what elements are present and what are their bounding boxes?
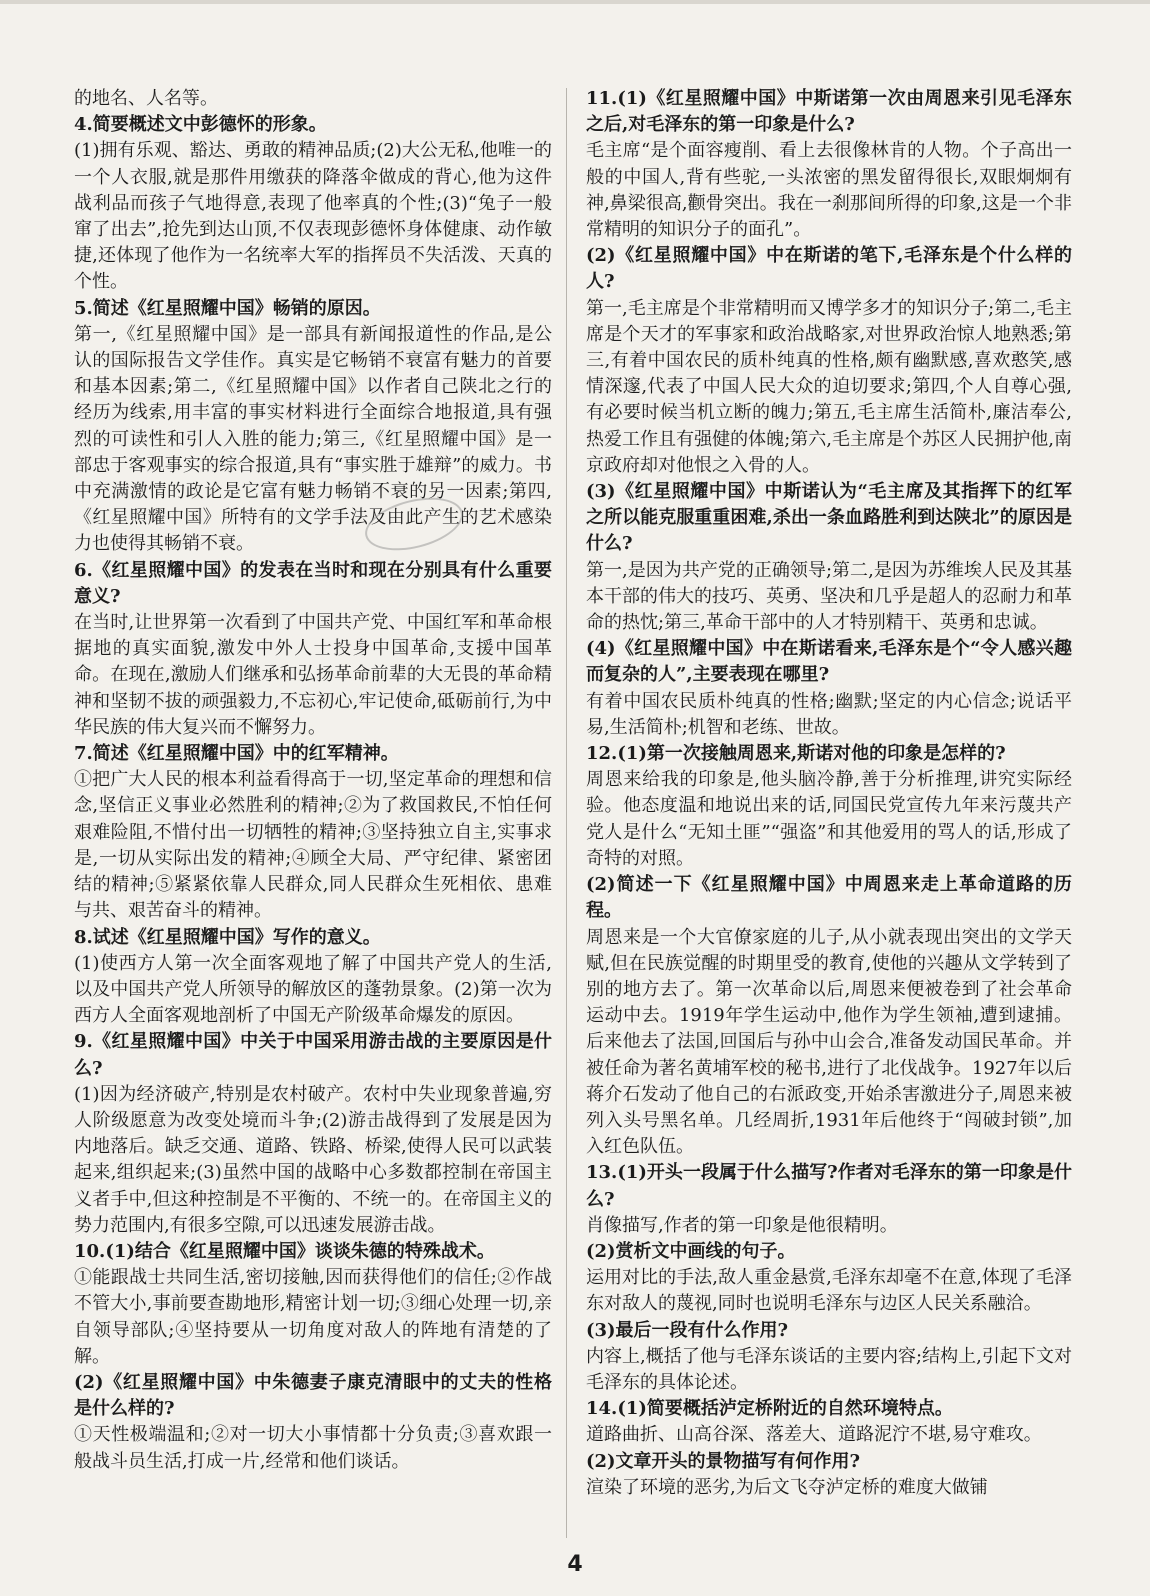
answer-text: (1)拥有乐观、豁达、勇敢的精神品质;(2)大公无私,他唯一的一个人衣服,就是那件用缴获的降落伞做成的背心,他为这件战利品而孩子气地得意,表现了他率真的个性;(3)“兔子一般窜了出去”,抢先到达山顶,不仅表现彭德怀身体健康、动作敏捷,还体现了他作为一名统率大军的指挥员不失活泼、天真的个性。 (74, 140, 552, 293)
question-text: 7.简述《红星照耀中国》中的红军精神。 (74, 743, 399, 765)
question-text: (2)《红星照耀中国》中在斯诺的笔下,毛泽东是个什么样的人? (586, 245, 1072, 293)
question-text: (3)《红星照耀中国》中斯诺认为“毛主席及其指挥下的红军之所以能克服重重困难,杀出一条血路胜利到达陕北”的原因是什么? (586, 481, 1072, 555)
answer-text: ①能跟战士共同生活,密切接触,因而获得他们的信任;②作战不管大小,事前要查勘地形,精密计划一切;③细心处理一切,亲自领导部队;④坚持要从一切角度对敌人的阵地有清楚的了解。 (74, 1267, 552, 1367)
page-number: 4 (567, 1552, 583, 1577)
question-text: 14.(1)简要概括泸定桥附近的自然环境特点。 (586, 1398, 953, 1420)
question-text: (2)《红星照耀中国》中朱德妻子康克清眼中的丈夫的性格是什么样的? (74, 1371, 552, 1420)
question-text: (2)简述一下《红星照耀中国》中周恩来走上革命道路的历程。 (586, 874, 1072, 922)
question-text: 9.《红星照耀中国》中关于中国采用游击战的主要原因是什么? (74, 1031, 552, 1079)
question-text: 4.简要概述文中彭德怀的形象。 (74, 114, 327, 136)
top-edge-line (0, 0, 1150, 4)
answer-text: (1)使西方人第一次全面客观地了解了中国共产党人的生活,以及中国共产党人所领导的解放区的蓬勃景象。(2)第一次为西方人全面客观地剖析了中国无产阶级革命爆发的原因。 (74, 952, 552, 1027)
answer-text: 运用对比的手法,敌人重金悬赏,毛泽东却毫不在意,体现了毛泽东对敌人的蔑视,同时也说明毛泽东与边区人民关系融洽。 (586, 1267, 1072, 1315)
question-text: 12.(1)第一次接触周恩来,斯诺对他的印象是怎样的? (586, 743, 1006, 765)
question-text: (4)《红星照耀中国》中在斯诺看来,毛泽东是个“令人感兴趣而复杂的人”,主要表现在哪里? (586, 638, 1072, 686)
answer-text: 的地名、人名等。 (74, 88, 218, 109)
question-text: 6.《红星照耀中国》的发表在当时和现在分别具有什么重要意义? (74, 559, 552, 607)
column-divider (566, 88, 567, 1538)
answer-text: 道路曲折、山高谷深、落差大、道路泥泞不堪,易守难攻。 (586, 1424, 1042, 1446)
question-text: (3)最后一段有什么作用? (586, 1319, 789, 1341)
answer-text: ①天性极端温和;②对一切大小事情都十分负责;③喜欢跟一般战斗员生活,打成一片,经常和他们谈话。 (74, 1424, 552, 1472)
question-text: 5.简述《红星照耀中国》畅销的原因。 (74, 297, 381, 319)
answer-text: 周恩来给我的印象是,他头脑冷静,善于分析推理,讲究实际经验。他态度温和地说出来的话,同国民党宣传九年来污蔑共产党人是什么“无知土匪”“强盗”和其他爱用的骂人的话,形成了奇特的对照。 (586, 769, 1072, 869)
answer-text: ①把广大人民的根本利益看得高于一切,坚定革命的理想和信念,坚信正义事业必然胜利的精神;②为了救国救民,不怕任何艰难险阻,不惜付出一切牺牲的精神;③坚持独立自主,实事求是,一切从实际出发的精神;④顾全大局、严守纪律、紧密团结的精神;⑤紧紧依靠人民群众,同人民群众生死相依、患难与共、艰苦奋斗的精神。 (74, 769, 552, 922)
question-text: 11.(1)《红星照耀中国》中斯诺第一次由周恩来引见毛泽东之后,对毛泽东的第一印象是什么? (586, 88, 1072, 136)
answer-text: 肖像描写,作者的第一印象是他很精明。 (586, 1214, 898, 1236)
answer-text: 有着中国农民质朴纯真的性格;幽默;坚定的内心信念;说话平易,生活简朴;机智和老练、世故。 (586, 690, 1072, 738)
answer-text: (1)因为经济破产,特别是农村破产。农村中失业现象普遍,穷人阶级愿意为改变处境而斗争;(2)游击战得到了发展是因为内地落后。缺乏交通、道路、铁路、桥梁,使得人民可以武装起来,组织起来;(3)虽然中国的战略中心多数都控制在帝国主义者手中,但这种控制是不平衡的、不统一的。在帝国主义的势力范围内,有很多空隙,可以迅速发展游击战。 (74, 1083, 552, 1236)
answer-text: 内容上,概括了他与毛泽东谈话的主要内容;结构上,引起下文对毛泽东的具体论述。 (586, 1345, 1072, 1393)
question-text: 8.试述《红星照耀中国》写作的意义。 (74, 926, 381, 948)
answer-text: 第一,《红星照耀中国》是一部具有新闻报道性的作品,是公认的国际报告文学佳作。真实是它畅销不衰富有魅力的首要和基本因素;第二,《红星照耀中国》以作者自己陕北之行的经历为线索,用丰富的事实材料进行全面综合地报道,具有强烈的可读性和引人入胜的能力;第三,《红星照耀中国》是一部忠于客观事实的综合报道,具有“事实胜于雄辩”的威力。书中充满激情的政论是它富有魅力畅销不衰的另一因素;第四,《红星照耀中国》所特有的文学手法及由此产生的艺术感染力也使得其畅销不衰。 (74, 323, 552, 555)
question-text: (2)文章开头的景物描写有何作用? (586, 1450, 861, 1472)
answer-text: 周恩来是一个大官僚家庭的儿子,从小就表现出突出的文学天赋,但在民族觉醒的时期里受的教育,使他的兴趣从文学转到了别的地方去了。第一次革命以后,周恩来便被卷到了社会革命运动中去。1919年学生运动中,他作为学生领袖,遭到逮捕。后来他去了法国,回国后与孙中山会合,准备发动国民革命。并被任命为著名黄埔军校的秘书,进行了北伐战争。1927年以后蒋介石发动了他自己的右派政变,开始杀害激进分子,周恩来被列入头号黑名单。几经周折,1931年后他终于“闯破封锁”,加入红色队伍。 (586, 926, 1072, 1158)
answer-text: 在当时,让世界第一次看到了中国共产党、中国红军和革命根据地的真实面貌,激发中外人士投身中国革命,支援中国革命。在现在,激励人们继承和弘扬革命前辈的大无畏的革命精神和坚韧不拔的顽强毅力,不忘初心,牢记使命,砥砺前行,为中华民族的伟大复兴而不懈努力。 (74, 612, 552, 738)
question-text: 13.(1)开头一段属于什么描写?作者对毛泽东的第一印象是什么? (586, 1162, 1072, 1210)
answer-text: 第一,毛主席是个非常精明而又博学多才的知识分子;第二,毛主席是个天才的军事家和政治战略家,对世界政治惊人地熟悉;第三,有着中国农民的质朴纯真的性格,颇有幽默感,喜欢憨笑,感情深邃,代表了中国人民大众的迫切要求;第四,个人自尊心强,有必要时候当机立断的魄力;第五,毛主席生活简朴,廉洁奉公,热爱工作且有强健的体魄;第六,毛主席是个苏区人民拥护他,南京政府却对他恨之入骨的人。 (586, 297, 1072, 476)
left-column (74, 86, 552, 1475)
right-column (586, 86, 1072, 1501)
answer-text: 渲染了环境的恶劣,为后文飞夺泸定桥的难度大做铺 (586, 1476, 988, 1498)
answer-text: 第一,是因为共产党的正确领导;第二,是因为苏维埃人民及其基本干部的伟大的技巧、英勇、坚决和几乎是超人的忍耐力和革命的热忱;第三,革命干部中的人才特别精干、英勇和忠诚。 (586, 559, 1072, 634)
answer-text: 毛主席“是个面容瘦削、看上去很像林肯的人物。个子高出一般的中国人,背有些驼,一头浓密的黑发留得很长,双眼炯炯有神,鼻梁很高,颧骨突出。我在一刹那间所得的印象,这是一个非常精明的知识分子的面孔”。 (586, 140, 1072, 241)
question-text: (2)赏析文中画线的句子。 (586, 1240, 796, 1262)
question-text: 10.(1)结合《红星照耀中国》谈谈朱德的特殊战术。 (74, 1240, 495, 1262)
